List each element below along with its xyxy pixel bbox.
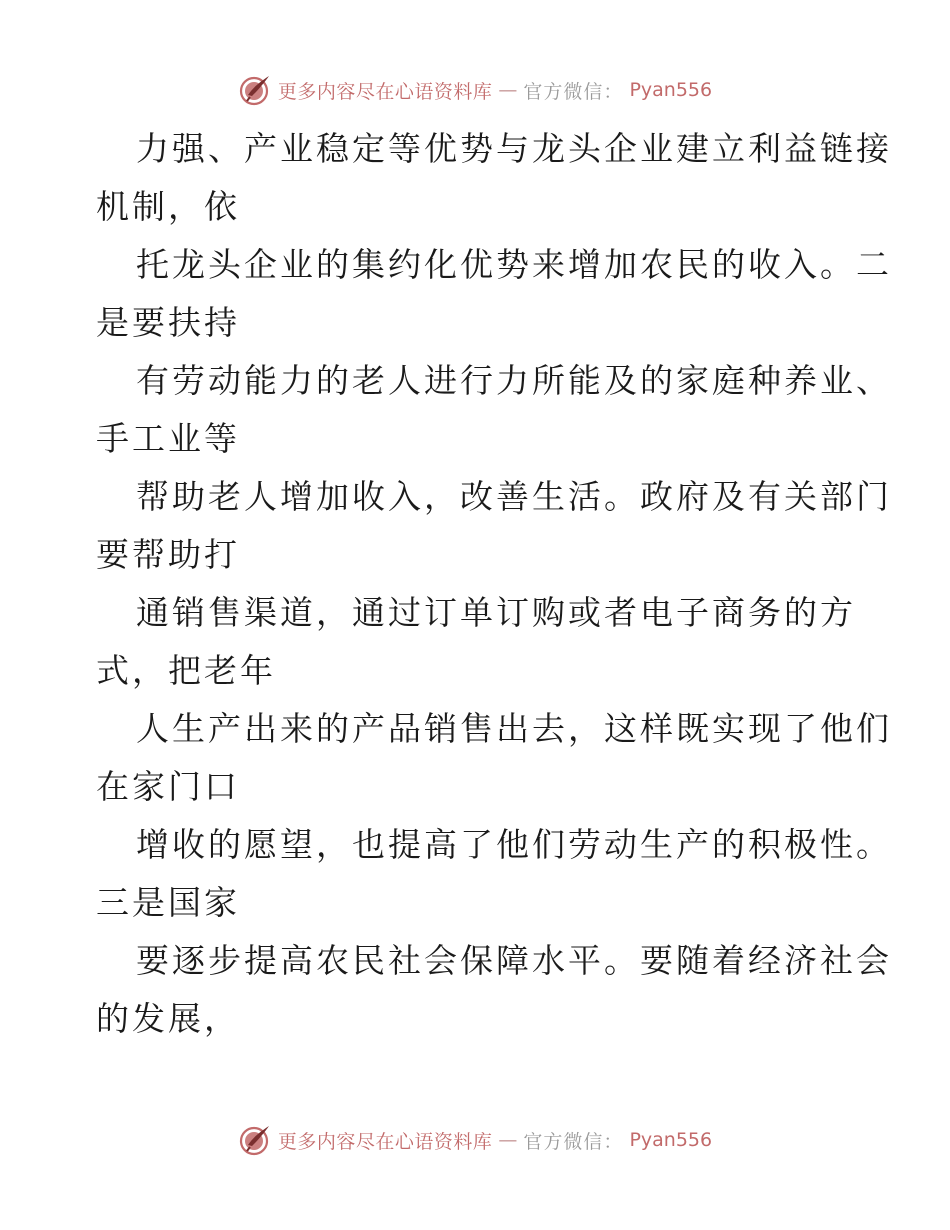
watermark-label: 官方微信： <box>523 80 624 103</box>
watermark-dash: — <box>498 79 518 101</box>
text-line: 手工业等 <box>96 419 240 458</box>
text-line: 式，把老年 <box>96 651 276 690</box>
text-line: 三是国家 <box>96 883 240 922</box>
quill-pen-seal-icon <box>238 1123 272 1157</box>
text-line: 要逐步提高农民社会保障水平。要随着经济社会 <box>136 941 892 980</box>
text-line: 增收的愿望，也提高了他们劳动生产的积极性。 <box>136 825 892 864</box>
text-line: 有劳动能力的老人进行力所能及的家庭种养业、 <box>136 361 892 400</box>
text-line: 帮助老人增加收入，改善生活。政府及有关部门 <box>136 477 892 516</box>
header-watermark <box>0 70 950 110</box>
text-line: 是要扶持 <box>96 303 240 342</box>
quill-pen-seal-icon <box>238 73 272 107</box>
watermark-brand-text: 更多内容尽在心语资料库 <box>277 80 493 103</box>
text-line: 托龙头企业的集约化优势来增加农民的收入。二 <box>136 245 892 284</box>
body-text <box>96 120 892 1048</box>
watermark-label: 官方微信： <box>523 1130 624 1153</box>
watermark-dash: — <box>498 1129 518 1151</box>
watermark-wechat-id: Pyan556 <box>629 79 713 101</box>
text-line: 力强、产业稳定等优势与龙头企业建立利益链接 <box>136 129 892 168</box>
footer-watermark <box>0 1120 950 1160</box>
text-line: 的发展， <box>96 999 240 1038</box>
text-line: 人生产出来的产品销售出去，这样既实现了他们 <box>136 709 892 748</box>
text-line: 通销售渠道，通过订单订购或者电子商务的方 <box>136 593 856 632</box>
text-line: 在家门口 <box>96 767 240 806</box>
watermark-brand-text: 更多内容尽在心语资料库 <box>277 1130 493 1153</box>
text-line: 机制，依 <box>96 187 240 226</box>
watermark-wechat-id: Pyan556 <box>629 1129 713 1151</box>
text-line: 要帮助打 <box>96 535 240 574</box>
